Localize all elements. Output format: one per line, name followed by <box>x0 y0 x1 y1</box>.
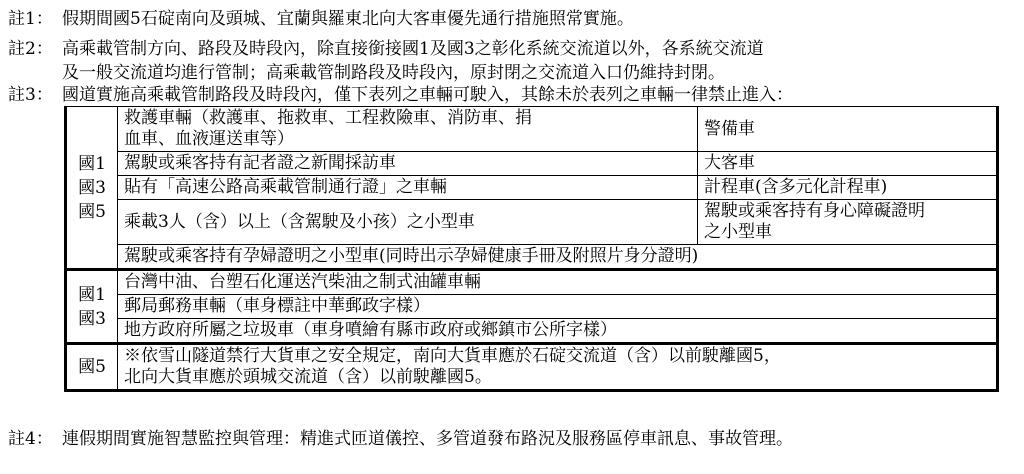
table-cell <box>698 200 998 245</box>
cell-line: 血車、血液運送車等） <box>124 129 294 149</box>
table-cell: 駕駛或乘客持有記者證之新聞採訪車 <box>118 152 698 176</box>
note-4 <box>8 428 793 450</box>
group-1-label <box>66 107 118 270</box>
group-1-label-line: 國1 <box>78 153 106 174</box>
note-1-label: 註1： <box>8 9 53 29</box>
note-2-label: 註2： <box>8 39 53 59</box>
note-4-label: 註4： <box>8 429 53 449</box>
group-1-label-line: 國5 <box>78 201 106 222</box>
cell-line: 救護車輛（救護車、拖救車、工程救險車、消防車、捐 <box>124 108 532 128</box>
table-cell: 駕駛或乘客持有孕婦證明之小型車(同時出示孕婦健康手冊及附照片身分證明) <box>118 245 998 270</box>
table-cell: 貼有「高速公路高乘載管制通行證」之車輛 <box>118 176 698 200</box>
cell-line: ※依雪山隧道禁行大貨車之安全規定，南向大貨車應於石碇交流道（含）以前駛離國5， <box>124 346 781 366</box>
note-2-line-1: 高乘載管制方向、路段及時段內，除直接銜接國1及國3之彰化系統交流道以外，各系統交流道 <box>62 39 764 59</box>
table-row <box>66 245 998 270</box>
note-3 <box>8 84 793 106</box>
note-3-text: 國道實施高乘載管制路段及時段內，僅下表列之車輛可駛入，其餘未於表列之車輛一律禁止進入： <box>62 85 793 105</box>
table-row <box>66 319 998 344</box>
table-row <box>66 176 998 200</box>
note-2 <box>8 38 764 60</box>
table-row <box>66 270 998 295</box>
allowed-vehicles-table <box>64 106 999 392</box>
table-cell: 計程車(含多元化計程車) <box>698 176 998 200</box>
group-3-label: 國5 <box>66 344 118 391</box>
table-cell: 大客車 <box>698 152 998 176</box>
cell-line: 駕駛或乘客持有身心障礙證明 <box>704 201 925 221</box>
table-cell: 郵局郵務車輛（車身標註中華郵政字樣） <box>118 295 998 319</box>
note-2-line-2: 及一般交流道均進行管制；高乘載管制路段及時段內，原封閉之交流道入口仍維持封閉。 <box>62 63 725 83</box>
table-cell: 台灣中油、台塑石化運送汽柴油之制式油罐車輛 <box>118 270 998 295</box>
table-row <box>66 295 998 319</box>
table-cell: 地方政府所屬之垃圾車（車身噴繪有縣市政府或鄉鎮市公所字樣） <box>118 319 998 344</box>
note-3-label: 註3： <box>8 85 53 105</box>
table-row <box>66 152 998 176</box>
group-2-label-line: 國1 <box>78 284 106 305</box>
table-cell: 乘載3人（含）以上（含駕駛及小孩）之小型車 <box>118 200 698 245</box>
cell-line: 北向大貨車應於頭城交流道（含）以前駛離國5。 <box>124 367 492 387</box>
table-row <box>66 107 998 152</box>
table-row <box>66 344 998 391</box>
note-1-text: 假期間國5石碇南向及頭城、宜蘭與羅東北向大客車優先通行措施照常實施。 <box>62 9 634 29</box>
note-1 <box>8 8 634 30</box>
table-cell: 警備車 <box>698 107 998 152</box>
table-cell <box>118 107 698 152</box>
cell-line: 之小型車 <box>704 222 772 242</box>
group-2-label-line: 國3 <box>78 308 106 329</box>
table-cell <box>118 344 998 391</box>
note-4-text: 連假期間實施智慧監控與管理：精進式匝道儀控、多管道發布路況及服務區停車訊息、事故管理。 <box>62 429 793 449</box>
group-1-label-line: 國3 <box>78 177 106 198</box>
group-2-label <box>66 270 118 344</box>
table-row <box>66 200 998 245</box>
